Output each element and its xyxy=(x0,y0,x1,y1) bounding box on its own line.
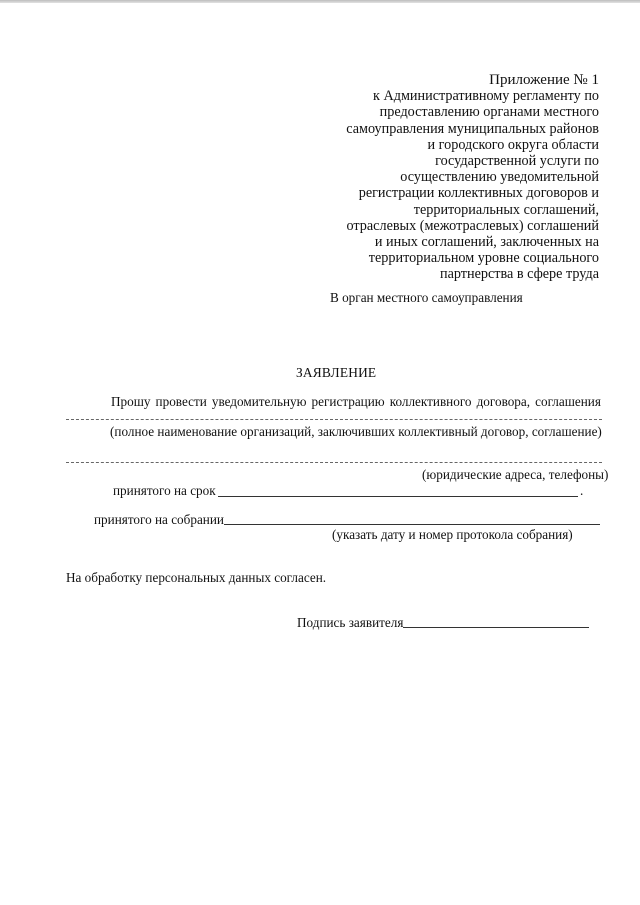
appendix-line: территориальном уровне социального xyxy=(368,250,599,267)
request-word: регистрацию xyxy=(311,394,385,409)
caption-organizations: (полное наименование организаций, заключивших коллективный договор, соглашение) xyxy=(110,424,602,439)
request-word: договора, xyxy=(476,394,531,409)
request-word: уведомительную xyxy=(211,394,307,409)
appendix-line: предоставлению органами местного xyxy=(379,104,599,121)
appendix-line: осуществлению уведомительной xyxy=(400,169,599,186)
caption-addresses: (юридические адреса, телефоны) xyxy=(422,467,609,482)
request-word: коллективного xyxy=(389,394,472,409)
signature-label: Подпись заявителя xyxy=(297,615,404,630)
accepted-term-field[interactable] xyxy=(218,496,578,497)
appendix-line: и городского округа области xyxy=(427,136,599,153)
request-word: провести xyxy=(155,394,207,409)
appendix-line: партнерства в сфере труда xyxy=(440,266,599,283)
accepted-term-end: . xyxy=(580,483,584,498)
caption-meeting: (указать дату и номер протокола собрания) xyxy=(332,527,573,542)
appendix-line: и иных соглашений, заключенных на xyxy=(374,234,599,251)
request-text xyxy=(111,394,601,410)
addressee: В орган местного самоуправления xyxy=(330,290,523,305)
signature-field[interactable] xyxy=(403,627,589,628)
appendix-line: отраслевых (межотраслевых) соглашений xyxy=(346,217,599,234)
request-word: соглашения xyxy=(535,394,601,409)
scan-edge xyxy=(0,0,640,3)
appendix-block xyxy=(299,72,599,283)
appendix-line: регистрации коллективных договоров и xyxy=(358,185,599,202)
appendix-line: государственной услуги по xyxy=(435,153,599,170)
consent-text: На обработку персональных данных согласен. xyxy=(66,570,327,585)
appendix-heading: Приложение № 1 xyxy=(489,72,599,88)
request-word: Прошу xyxy=(111,394,151,409)
appendix-line: территориальных соглашений, xyxy=(413,201,599,218)
organizations-field[interactable] xyxy=(66,419,602,420)
appendix-line: к Административному регламенту по xyxy=(373,88,599,105)
accepted-meeting-field[interactable] xyxy=(224,524,600,525)
addresses-field[interactable] xyxy=(66,462,602,463)
document-title: ЗАЯВЛЕНИЕ xyxy=(296,365,377,380)
appendix-line: самоуправления муниципальных районов xyxy=(346,120,599,137)
accepted-meeting-label: принятого на собрании xyxy=(94,512,224,527)
accepted-term-label: принятого на срок xyxy=(113,483,216,498)
